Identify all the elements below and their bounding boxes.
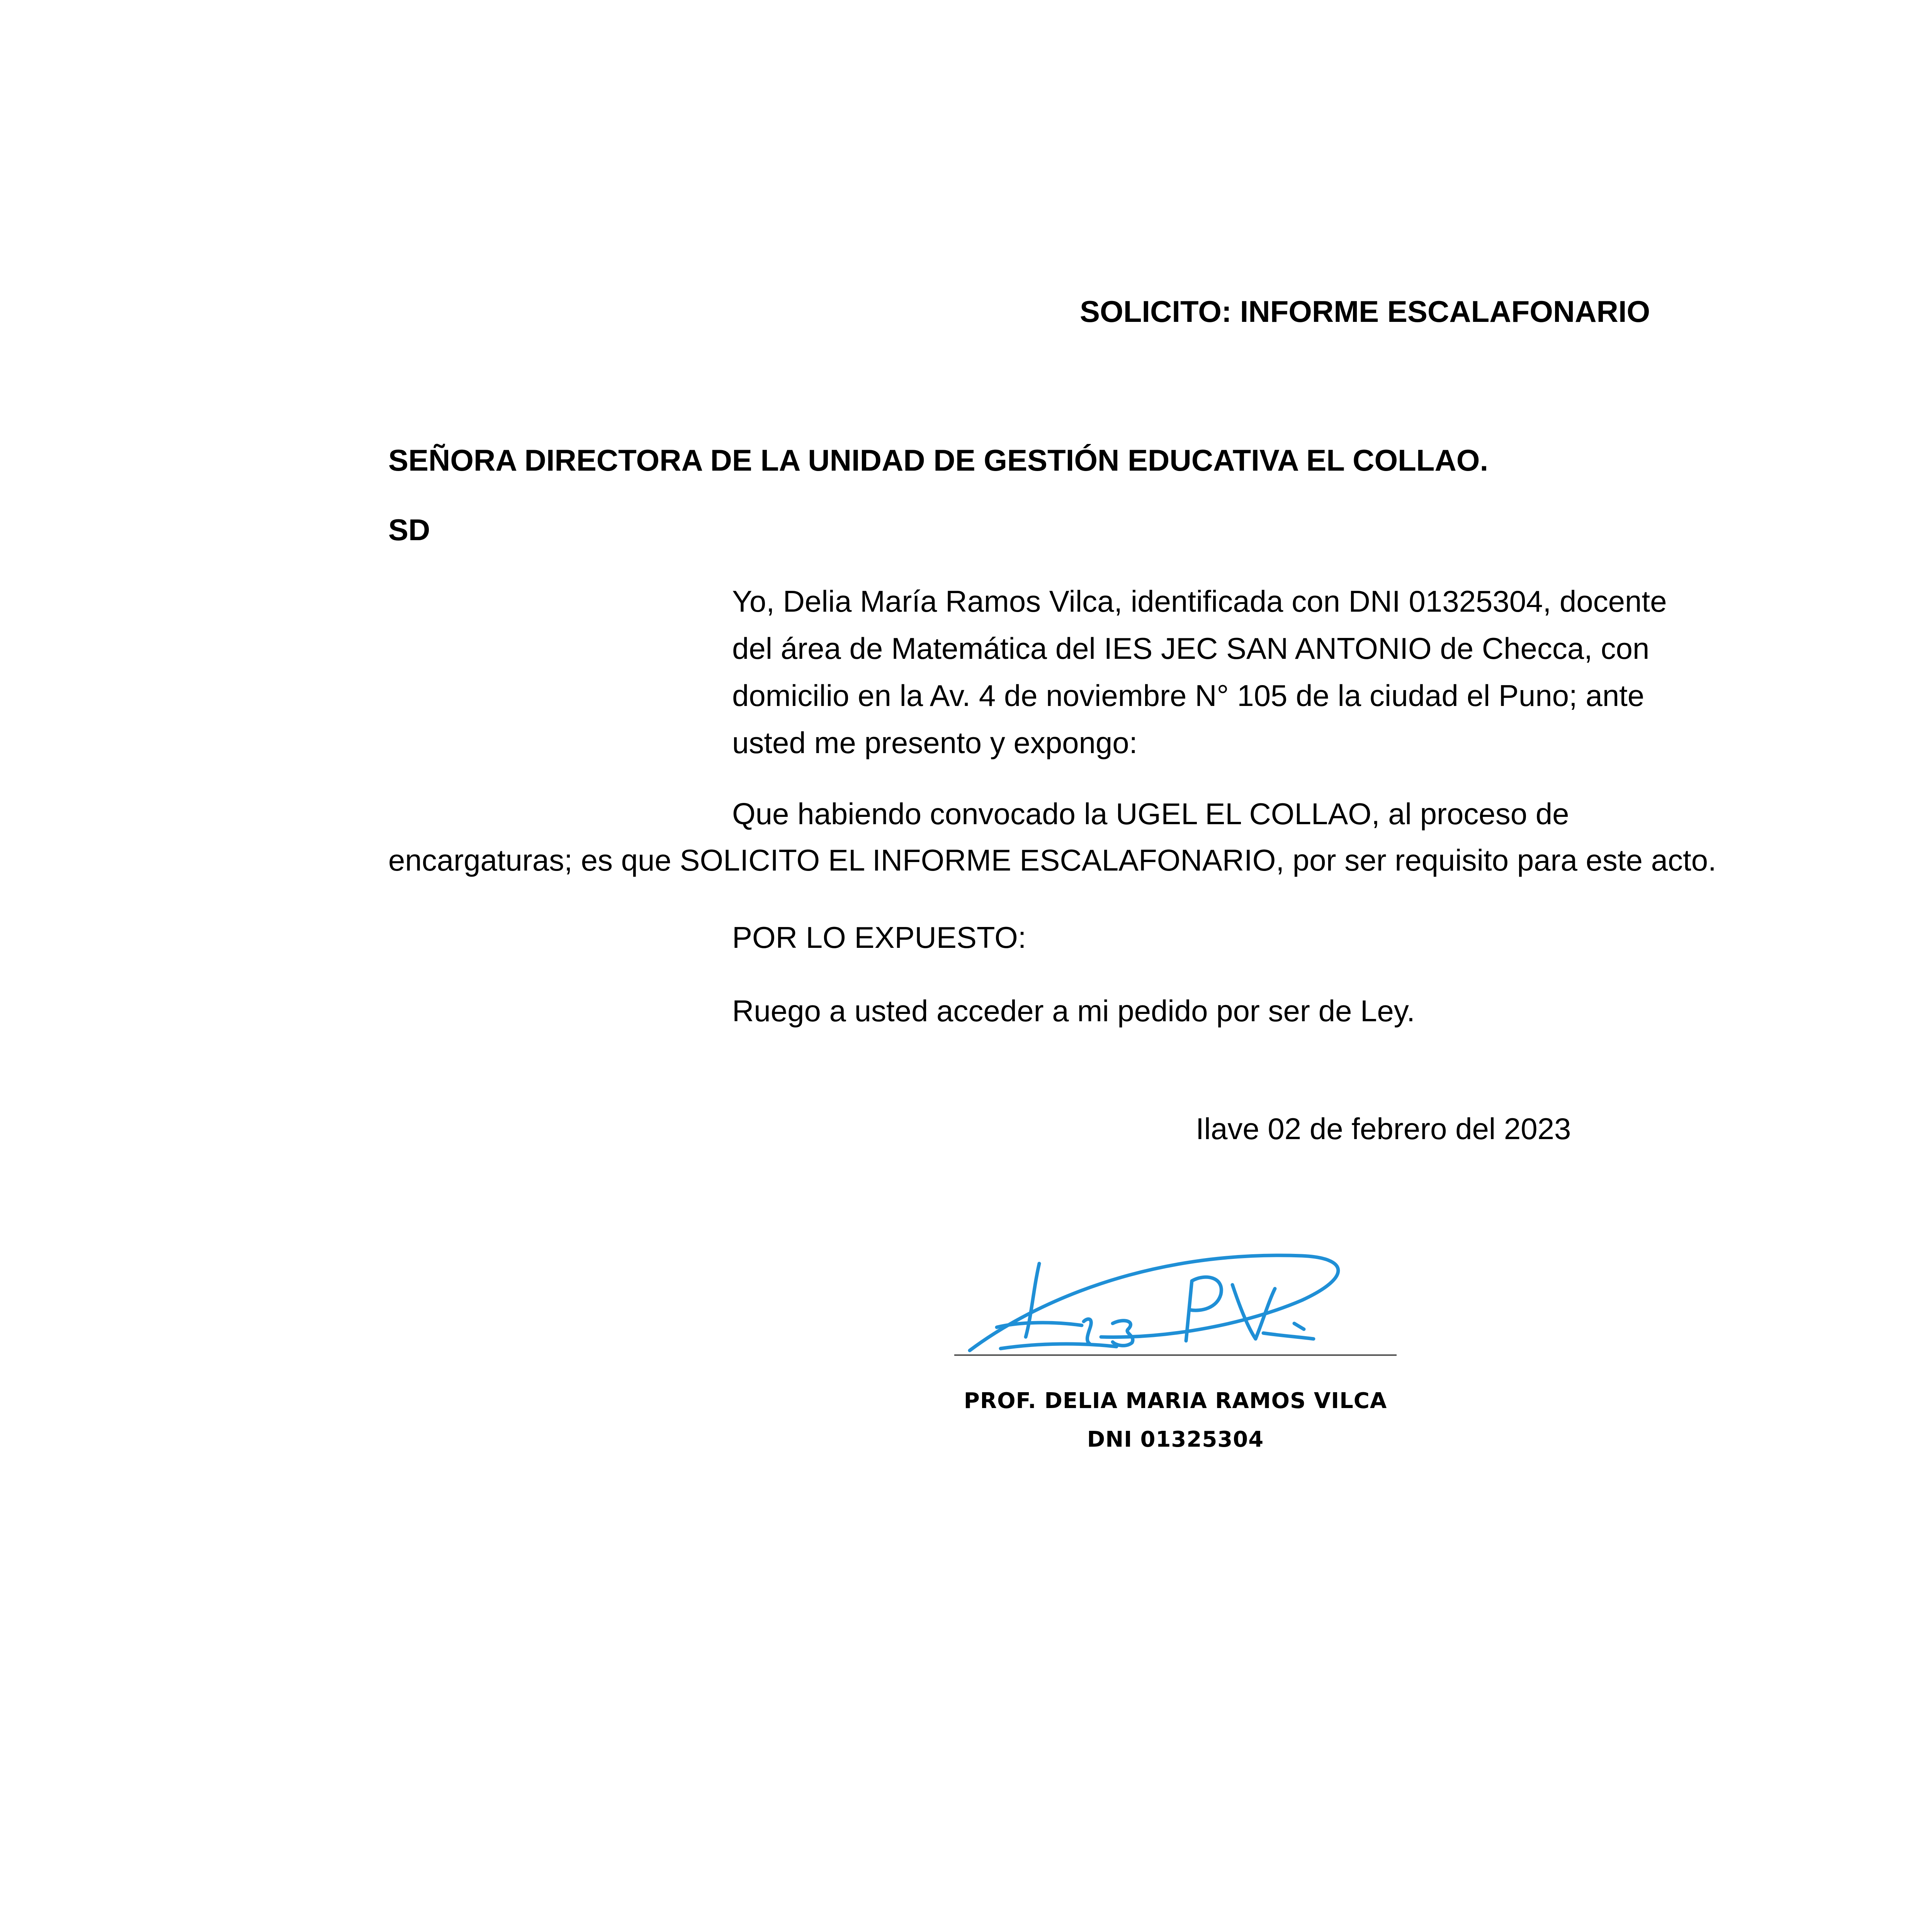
signature-line: [954, 1354, 1397, 1356]
addressee: SEÑORA DIRECTORA DE LA UNIDAD DE GESTIÓN EDUCATIVA EL COLLAO.: [388, 443, 1489, 477]
intro-line: usted me presento y expongo:: [732, 726, 1138, 760]
place-date: Ilave 02 de febrero del 2023: [1196, 1112, 1571, 1146]
intro-line: domicilio en la Av. 4 de noviembre N° 105 de la ciudad el Puno; ante: [732, 679, 1645, 713]
signatory-name: PROF. DELIA MARIA RAMOS VILCA: [964, 1388, 1387, 1413]
request-paragraph-line-1: Que habiendo convocado la UGEL EL COLLAO, al proceso de: [732, 797, 1569, 831]
closing-heading: POR LO EXPUESTO:: [732, 920, 1026, 954]
intro-paragraph: [732, 578, 1752, 766]
closing-text: Ruego a usted acceder a mi pedido por ser de Ley.: [732, 994, 1415, 1028]
salutation: SD: [388, 513, 430, 547]
intro-line: del área de Matemática del IES JEC SAN ANTONIO de Checca, con: [732, 631, 1650, 665]
request-paragraph-line-2: encargaturas; es que SOLICITO EL INFORME ESCALAFONARIO, por ser requisito para este acto.: [388, 843, 1716, 877]
handwritten-signature: [954, 1235, 1379, 1362]
intro-line: Yo, Delia María Ramos Vilca, identificada con DNI 01325304, docente: [732, 584, 1667, 618]
subject-line: SOLICITO: INFORME ESCALAFONARIO: [1080, 294, 1650, 328]
signatory-dni: DNI 01325304: [1087, 1427, 1264, 1452]
